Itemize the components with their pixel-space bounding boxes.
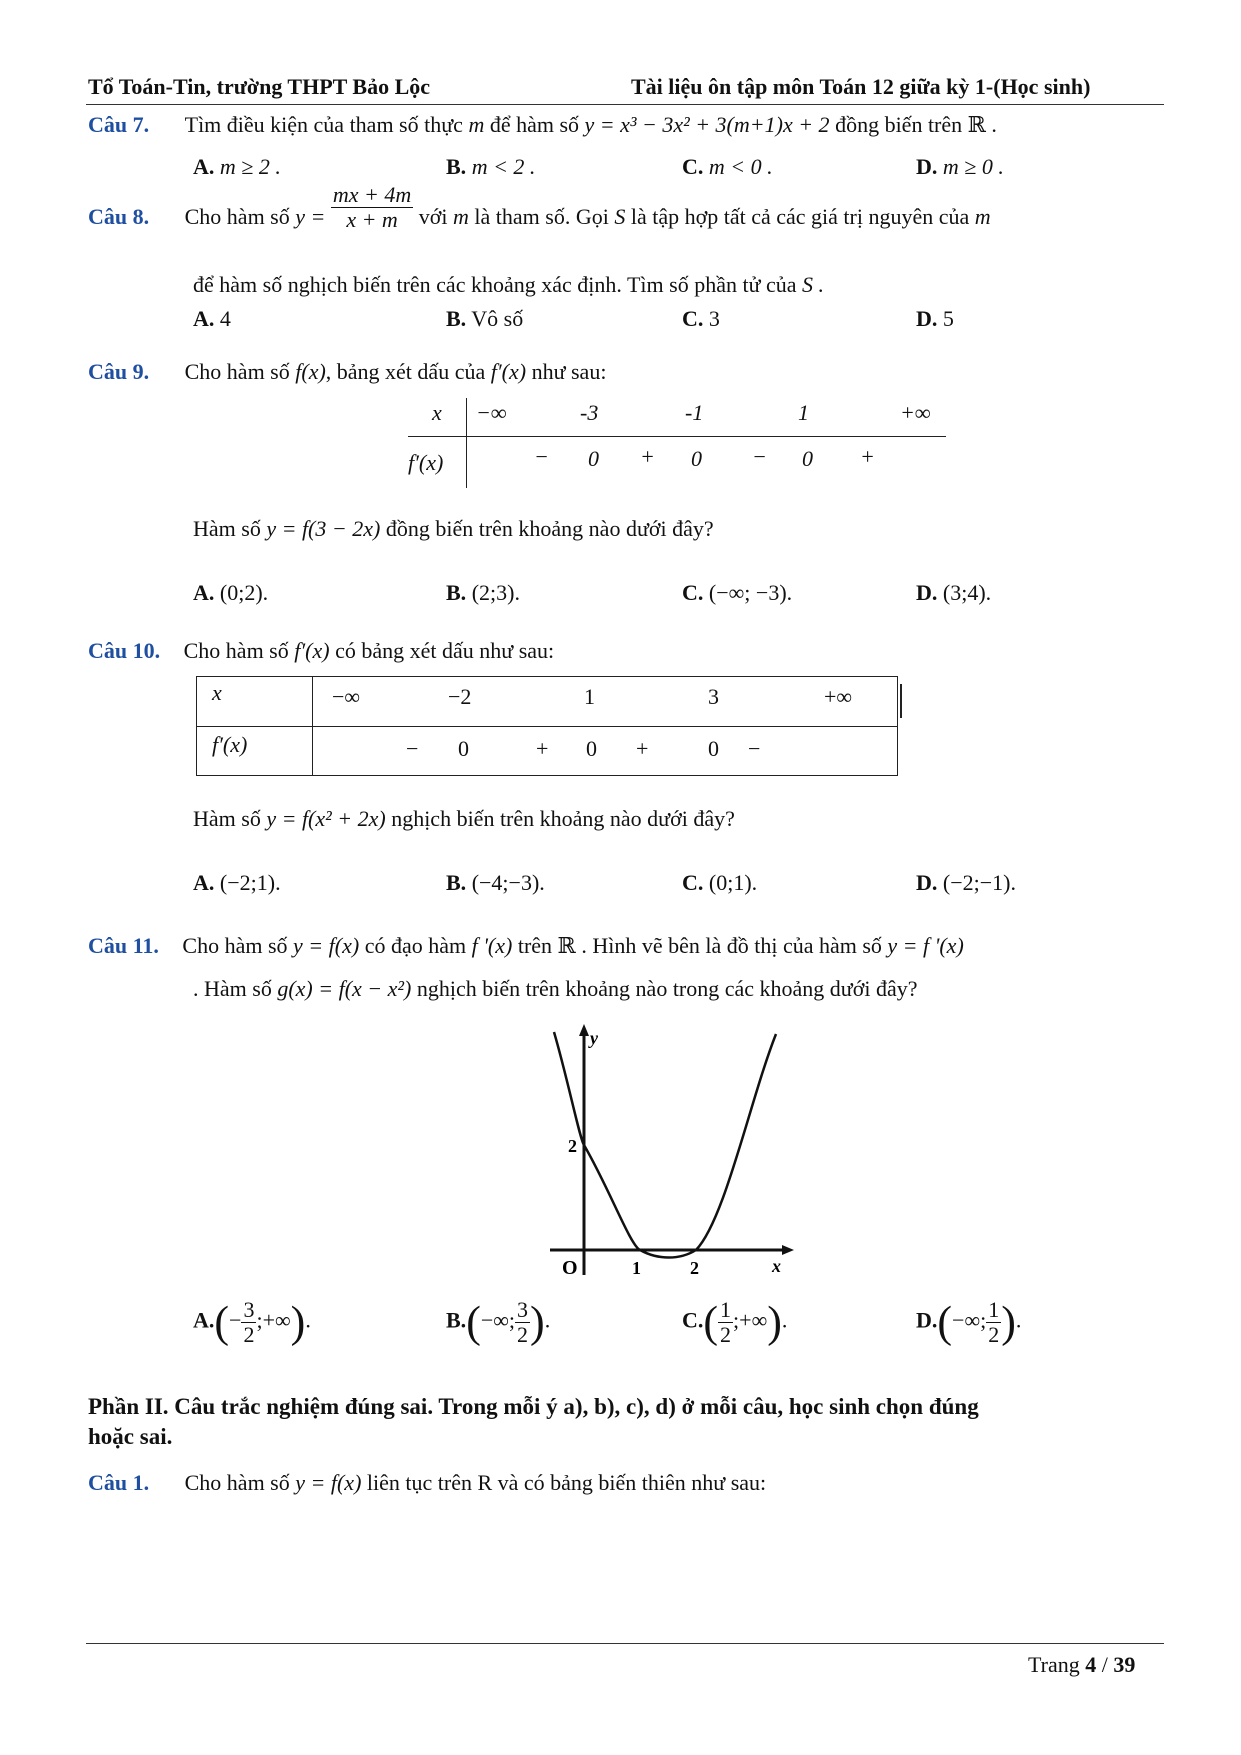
option-value: 5 [942,306,954,331]
table-sign: − [406,736,419,761]
page-total: 39 [1113,1652,1136,1677]
question-text: có đạo hàm [364,933,467,958]
question-text: Hàm số [193,806,261,831]
option-value: (−2;1). [219,870,281,895]
math-formula: y = [295,204,326,229]
question-text: là tham số. Gọi [474,204,609,229]
question-label: Câu 11. [88,933,159,958]
math-formula: g(x) = f(x − x²) [277,976,412,1001]
option-a[interactable] [193,580,268,606]
question-text: với [418,204,448,229]
fraction [515,1298,530,1347]
table-x-value: +∞ [824,684,853,709]
question-text: Cho hàm số [184,359,290,384]
option-value: Vô số [471,306,524,331]
table-x-value: -3 [580,400,599,425]
table-x-value: +∞ [900,400,931,425]
table-divider [408,436,946,437]
table-x-value: 1 [584,684,595,709]
fraction [718,1298,733,1347]
option-value: m < 2 . [471,154,536,179]
math-formula: f′(x) [294,638,330,663]
table-sign: 0 [691,446,702,471]
option-value: (2;3). [471,580,520,605]
paren: ) [1001,1297,1016,1347]
fraction-denominator: 2 [517,1322,529,1348]
table-sign: − [534,444,549,469]
option-value: (−4;−3). [471,870,545,895]
option-letter: A. [193,154,215,179]
option-value: m < 0 . [708,154,773,179]
option-letter: C. [682,870,704,895]
table-edge-mark [900,684,902,718]
table-x-value: 1 [798,400,809,425]
option-c[interactable] [682,870,757,896]
question-10-prompt [193,806,735,832]
option-letter: B. [446,154,467,179]
sign-table [408,398,948,488]
header-divider [86,104,1164,105]
table-sign: 0 [588,446,599,471]
paren: ( [214,1297,230,1347]
question-10 [88,638,554,664]
table-x-label: x [212,680,222,705]
origin-label: O [562,1257,578,1279]
option-d[interactable] [916,154,1004,180]
question-text: , bảng xét dấu của [325,359,486,384]
fraction-numerator: 1 [988,1297,1000,1322]
question-text: Cho hàm số [184,1470,290,1495]
question-9 [88,359,606,385]
paren: ( [703,1297,719,1347]
fraction [241,1298,256,1347]
option-a[interactable] [193,306,231,332]
question-text: trên ℝ . Hình vẽ bên là đồ thị của hàm số [517,933,882,958]
option-prefix: −∞; [952,1307,987,1333]
option-letter: A. [193,306,215,331]
paren: ) [530,1297,545,1347]
table-sign: − [752,444,767,469]
fraction-denominator: 2 [243,1322,255,1348]
question-label: Câu 9. [88,359,150,384]
option-value: (0;2). [219,580,269,605]
question-text: liên tục trên R và có bảng biến thiên như sau: [366,1470,767,1495]
question-text: Hàm số [193,516,261,541]
fraction [331,183,413,232]
option-c[interactable] [682,306,720,332]
table-sign: 0 [802,446,813,471]
question-text: để hàm số nghịch biến trên các khoảng xác định. Tìm số phần tử của [193,272,797,297]
table-sign: 0 [458,736,469,761]
math-formula: y = f(x) [293,933,360,958]
question-8 [88,182,991,233]
x-axis-label: x [772,1256,781,1276]
table-fp-label: f′(x) [408,450,444,475]
question-11-line2 [193,976,918,1002]
option-letter: B. [446,306,467,331]
header-left: Tổ Toán-Tin, trường THPT Bảo Lộc [88,74,431,99]
table-sign: − [748,736,761,761]
option-letter: B. [446,580,467,605]
question-text: Cho hàm số [183,638,289,663]
option-letter: A. [193,1307,215,1333]
math-var: S [614,204,626,229]
table-sign: + [640,444,655,469]
question-label: Câu 1. [88,1470,150,1495]
option-letter: C. [682,580,704,605]
option-value: m ≥ 2 . [219,154,281,179]
table-x-value: −2 [448,684,472,709]
option-b[interactable] [446,154,535,180]
math-formula: f′(x) [490,359,527,384]
option-b[interactable] [446,870,545,896]
question-text: có bảng xét dấu như sau: [335,638,555,663]
option-letter: A. [193,870,215,895]
math-var: m [453,204,469,229]
table-x-label: x [432,400,442,425]
question-11 [88,933,964,959]
question-text: nghịch biến trên khoảng nào trong các khoảng dưới đây? [416,976,918,1001]
table-sign: 0 [708,736,719,761]
question-9-prompt [193,516,714,542]
fraction [986,1298,1001,1347]
sign-table-boxed [196,676,898,776]
math-var: S . [802,272,825,297]
fraction-numerator: mx + 4m [332,182,412,208]
option-a[interactable] [193,154,281,180]
part-2-title-line1: Phần II. Câu trắc nghiệm đúng sai. Trong mỗi ý a), b), c), d) ở mỗi câu, học sinh chọn đúng [88,1394,979,1419]
question-text: Tìm điều kiện của tham số thực [184,112,463,137]
paren: ( [466,1297,481,1347]
paren: ) [290,1297,306,1347]
derivative-curve [554,1032,776,1258]
table-x-value: −∞ [332,684,361,709]
option-value: (0;1). [708,870,758,895]
math-formula: y = f(3 − 2x) [266,516,381,541]
option-prefix: −∞; [480,1307,516,1333]
math-var: m [468,112,485,137]
paren: ) [767,1297,782,1347]
fraction-denominator: 2 [720,1322,732,1348]
x-axis-arrow [782,1245,794,1255]
table-fp-label: f′(x) [212,732,248,757]
option-letter: D. [916,580,938,605]
option-c[interactable] [682,580,792,606]
option-value: (−∞; −3). [708,580,793,605]
fraction-numerator: 1 [720,1297,732,1322]
question-text: như sau: [531,359,607,384]
option-letter: D. [916,154,938,179]
page-prefix: Trang [1028,1652,1080,1677]
fraction-numerator: 3 [243,1297,255,1322]
option-letter: D. [916,1307,938,1333]
question-8-line2 [193,272,824,298]
question-label: Câu 8. [88,204,150,229]
option-value: 3 [708,306,720,331]
option-letter: B. [446,1307,467,1333]
option-suffix: ;+∞ [256,1307,291,1333]
option-letter: D. [916,870,938,895]
option-c[interactable]: C.( $\frac{1}{2}$ ;+∞). [682,1297,788,1348]
table-x-value: 3 [708,684,719,709]
option-value: (−2;−1). [942,870,1016,895]
question-text: đồng biến trên ℝ . [835,112,997,137]
question-label: Câu 10. [88,638,161,663]
page-current: 4 [1085,1652,1097,1677]
option-letter: C. [682,306,704,331]
paren: ( [937,1297,953,1347]
y-tick-2: 2 [568,1136,577,1156]
option-suffix: ;+∞ [733,1307,768,1333]
option-letter: B. [446,870,467,895]
page-number [1028,1652,1135,1678]
math-formula: y = f(x) [295,1470,362,1495]
question-label: Câu 7. [88,112,150,137]
math-formula: y = f '(x) [887,933,964,958]
table-x-value: -1 [685,400,704,425]
fraction-denominator: x + m [346,207,398,233]
option-value: 4 [219,306,231,331]
question-text: nghịch biến trên khoảng nào dưới đây? [391,806,735,831]
option-c[interactable] [682,154,773,180]
table-sign: + [536,736,549,761]
part-2-title-line2: hoặc sai. [88,1424,173,1449]
option-value: m ≥ 0 . [942,154,1004,179]
x-tick-2: 2 [690,1258,699,1278]
page-separator: / [1101,1652,1108,1677]
table-x-value: −∞ [476,400,507,425]
question-text: đồng biến trên khoảng nào dưới đây? [385,516,714,541]
y-axis-label: y [590,1028,598,1048]
math-formula: y = x³ − 3x² + 3(m+1)x + 2 [584,112,830,137]
table-sign: + [636,736,649,761]
option-b[interactable] [446,306,523,332]
header-right: Tài liệu ôn tập môn Toán 12 giữa kỳ 1-(Học sinh) [631,74,1091,99]
option-letter: C. [682,1307,704,1333]
question-text: Cho hàm số [182,933,288,958]
option-d[interactable] [916,306,954,332]
question-text: là tập hợp tất cả các giá trị nguyên của [630,204,970,229]
option-prefix: − [229,1307,242,1333]
math-formula: y = f(x² + 2x) [266,806,386,831]
question-text: . Hàm số [193,976,272,1001]
x-tick-1: 1 [632,1258,641,1278]
option-a[interactable] [193,870,281,896]
option-d[interactable] [916,580,991,606]
table-divider [196,726,898,727]
fraction-numerator: 3 [517,1297,529,1322]
math-formula: f(x) [295,359,326,384]
math-formula: f '(x) [471,933,513,958]
option-d[interactable]: D.(−∞; $\frac{1}{2}$ ). [916,1297,1022,1348]
option-d[interactable] [916,870,1016,896]
derivative-graph [540,1020,800,1290]
option-b[interactable]: B.(−∞; $\frac{3}{2}$ ). [446,1297,551,1348]
table-divider [466,398,467,488]
option-letter: C. [682,154,704,179]
option-letter: D. [916,306,938,331]
question-text: để hàm số [489,112,580,137]
option-letter: A. [193,580,215,605]
option-a[interactable]: A.(− $\frac{3}{2}$ ;+∞). [193,1297,311,1348]
fraction-denominator: 2 [988,1322,1000,1348]
part-2-question-1 [88,1470,766,1496]
table-sign: + [860,444,875,469]
option-b[interactable] [446,580,520,606]
table-sign: 0 [586,736,597,761]
footer-divider [86,1643,1164,1644]
math-var: m [974,204,991,229]
y-axis-arrow [579,1024,589,1036]
option-value: (3;4). [942,580,992,605]
question-7 [88,112,997,138]
question-text: Cho hàm số [184,204,290,229]
